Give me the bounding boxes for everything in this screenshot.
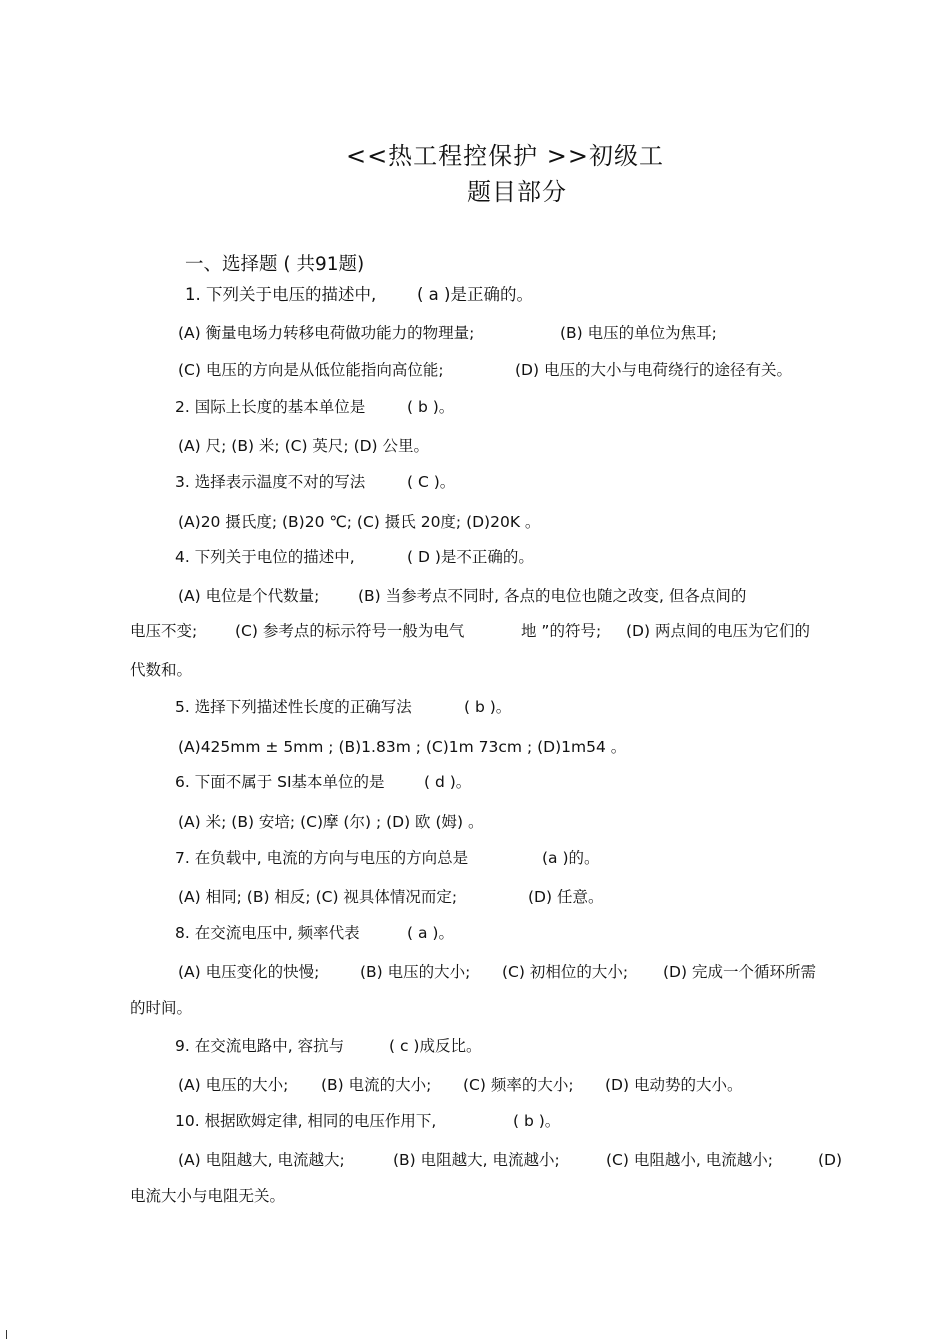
question-6-options: (A) 米; (B) 安培; (C)摩 (尔) ; (D) 欧 (姆) 。 (178, 813, 484, 831)
question-7-stem: 7. 在负载中, 电流的方向与电压的方向总是 (175, 849, 469, 867)
question-1-option-b: (B) 电压的单位为焦耳; (560, 324, 717, 342)
question-3-answer: ( C )。 (407, 473, 456, 491)
question-9-option-c: (C) 频率的大小; (463, 1076, 574, 1094)
document-title: <<热工程控保护 >>初级工 (345, 142, 665, 170)
question-10-option-c: (C) 电阻越小, 电流越小; (606, 1151, 773, 1169)
question-8-stem: 8. 在交流电压中, 频率代表 (175, 924, 360, 942)
question-3-stem: 3. 选择表示温度不对的写法 (175, 473, 366, 491)
section-heading: 一、选择题 ( 共91题) (185, 254, 365, 275)
question-4-stem: 4. 下列关于电位的描述中, (175, 548, 355, 566)
question-8-option-d-cont: 的时间。 (130, 999, 193, 1017)
document-subtitle: 题目部分 (467, 178, 567, 206)
question-10-option-d-cont: 电流大小与电阻无关。 (130, 1187, 286, 1205)
question-2-stem: 2. 国际上长度的基本单位是 (175, 398, 366, 416)
question-4-option-a: (A) 电位是个代数量; (178, 587, 320, 605)
question-4-option-b-cont: 电压不变; (130, 622, 198, 640)
question-3-options: (A)20 摄氏度; (B)20 ℃; (C) 摄氏 20度; (D)20K 。 (178, 513, 541, 531)
question-10-option-b: (B) 电阻越大, 电流越小; (393, 1151, 560, 1169)
page-edge-mark (6, 1330, 7, 1339)
question-7-answer: (a )的。 (542, 849, 600, 867)
question-1-option-a: (A) 衡量电场力转移电荷做功能力的物理量; (178, 324, 475, 342)
question-10-option-a: (A) 电阻越大, 电流越大; (178, 1151, 345, 1169)
question-5-options: (A)425mm ± 5mm ; (B)1.83m ; (C)1m 73cm ; (D)1m54 。 (178, 738, 627, 756)
question-10-stem: 10. 根据欧姆定律, 相同的电压作用下, (175, 1112, 437, 1130)
question-2-options: (A) 尺; (B) 米; (C) 英尺; (D) 公里。 (178, 437, 430, 455)
question-6-stem: 6. 下面不属于 SI基本单位的是 (175, 773, 385, 791)
question-9-stem: 9. 在交流电路中, 容抗与 (175, 1037, 345, 1055)
question-9-option-b: (B) 电流的大小; (321, 1076, 432, 1094)
question-8-answer: ( a )。 (407, 924, 454, 942)
question-8-option-b: (B) 电压的大小; (360, 963, 471, 981)
question-9-option-a: (A) 电压的大小; (178, 1076, 289, 1094)
question-1-option-d: (D) 电压的大小与电荷绕行的途径有关。 (515, 361, 792, 379)
question-5-answer: ( b )。 (464, 698, 512, 716)
question-9-answer: ( c )成反比。 (389, 1037, 482, 1055)
question-10-answer: ( b )。 (513, 1112, 561, 1130)
question-7-option-d: (D) 任意。 (528, 888, 604, 906)
question-6-answer: ( d )。 (424, 773, 472, 791)
question-4-option-c: (C) 参考点的标示符号一般为电气 (235, 622, 465, 640)
question-10-option-d: (D) (818, 1151, 843, 1169)
question-5-stem: 5. 选择下列描述性长度的正确写法 (175, 698, 412, 716)
question-4-option-c-cont: 地 ”的符号; (521, 622, 602, 640)
question-9-option-d: (D) 电动势的大小。 (605, 1076, 743, 1094)
question-8-option-c: (C) 初相位的大小; (502, 963, 629, 981)
question-8-option-d: (D) 完成一个循环所需 (663, 963, 816, 981)
question-4-answer: ( D )是不正确的。 (407, 548, 534, 566)
question-7-options: (A) 相同; (B) 相反; (C) 视具体情况而定; (178, 888, 458, 906)
question-8-option-a: (A) 电压变化的快慢; (178, 963, 320, 981)
question-1-stem: 1. 下列关于电压的描述中, ( a )是正确的。 (185, 285, 533, 304)
question-4-option-d-cont: 代数和。 (130, 661, 193, 679)
question-2-answer: ( b )。 (407, 398, 455, 416)
question-4-option-d: (D) 两点间的电压为它们的 (626, 622, 810, 640)
question-4-option-b: (B) 当参考点不同时, 各点的电位也随之改变, 但各点间的 (358, 587, 747, 605)
question-1-option-c: (C) 电压的方向是从低位能指向高位能; (178, 361, 444, 379)
